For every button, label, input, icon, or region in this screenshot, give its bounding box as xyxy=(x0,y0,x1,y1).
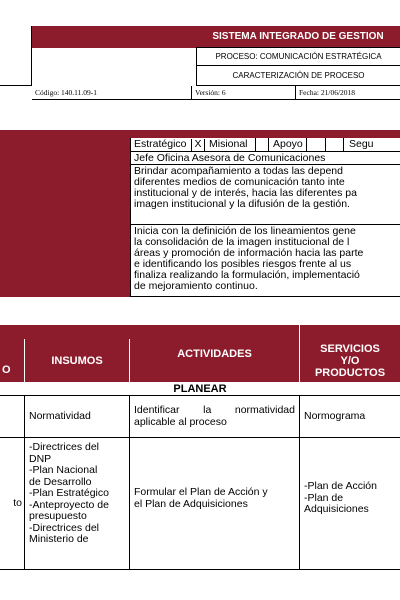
process-type-row xyxy=(130,138,400,152)
type-box xyxy=(255,138,269,152)
left-header-fragment: O xyxy=(2,364,11,376)
insumo-line: de Desarrollo xyxy=(29,475,92,488)
actividad-line: Identificar la normatividad xyxy=(134,404,295,416)
insumo-line: -Plan Nacional xyxy=(29,464,98,476)
servicios-header-line: PRODUCTOS xyxy=(314,366,386,379)
scope-label-cell xyxy=(0,225,130,297)
process-leader: Jefe Oficina Asesora de Comunicaciones xyxy=(130,152,400,165)
row-servicios xyxy=(300,438,400,570)
left-fragment: to xyxy=(13,496,22,509)
phase-row xyxy=(0,382,400,396)
phase-label: PLANEAR xyxy=(173,383,227,395)
row-insumos xyxy=(25,438,130,570)
servicio-line: Adquisiciones xyxy=(304,503,369,516)
insumo-line: -Directrices del xyxy=(29,521,100,534)
scope-line: áreas y promoción de información hacia las parte xyxy=(134,247,364,259)
insumo-line: presupuesto xyxy=(29,510,87,522)
insumo-line: DNP xyxy=(29,452,52,465)
type-seguimiento: Segu xyxy=(349,138,374,150)
doc-code: Código: 140.11.09-1 xyxy=(32,86,192,100)
servicio-line: -Plan de Acción xyxy=(304,480,377,493)
scope-line: finaliza realizando la formulación, implementació xyxy=(134,269,360,281)
insumo-line: Normatividad xyxy=(29,409,91,422)
header-band xyxy=(32,26,196,48)
objective-line: institucional y de interés, hacia las diferentes pa xyxy=(134,187,357,199)
servicios-header-line: Y/O xyxy=(340,354,360,367)
type-label-cell xyxy=(0,138,130,152)
document-type: CARACTERIZACIÓN DE PROCESO xyxy=(196,66,400,86)
type-box-3 xyxy=(343,138,344,152)
objective-line: diferentes medios de comunicación tanto inte xyxy=(134,176,345,188)
doc-version: Versión: 6 xyxy=(192,86,296,100)
scope-line: Inicia con la definición de los lineamientos gene xyxy=(134,225,356,237)
scope-line: la consolidación de la imagen institucional de l xyxy=(134,236,350,248)
actividad-line: el Plan de Adquisiciones xyxy=(134,497,248,510)
table-row-left xyxy=(0,438,25,570)
logo-cell xyxy=(0,26,32,86)
doc-date: Fecha: 21/06/2018 xyxy=(296,86,400,100)
insumo-line: -Plan Estratégico xyxy=(29,487,109,499)
objective-line: Brindar acompañamiento a todas las depend xyxy=(134,165,343,177)
type-estrategico: Estratégico xyxy=(134,138,187,150)
process-line: PROCESO: COMUNICACIÓN ESTRATÉGICA xyxy=(196,48,400,66)
servicios-header xyxy=(300,339,400,382)
table-row-left xyxy=(0,396,25,438)
actividad-line: aplicable al proceso xyxy=(134,415,227,428)
row-actividades xyxy=(130,438,300,570)
servicio-line: -Plan de xyxy=(304,491,344,504)
actividad-line: Formular el Plan de Acción y xyxy=(134,486,268,498)
leader-label-cell xyxy=(0,152,130,165)
process-scope xyxy=(130,225,400,297)
insumos-header: INSUMOS xyxy=(25,339,130,382)
type-mark: X xyxy=(191,139,205,152)
servicio-line: Normograma xyxy=(304,409,366,422)
insumo-line: -Anteproyecto de xyxy=(29,498,109,511)
type-apoyo: Apoyo xyxy=(273,138,303,150)
row-insumos xyxy=(25,396,130,438)
type-misional: Misional xyxy=(209,138,248,150)
left-column-header xyxy=(0,339,25,382)
type-box-2 xyxy=(306,138,326,152)
row-servicios xyxy=(300,396,400,438)
insumo-line: Ministerio de xyxy=(29,533,89,545)
info-top-band xyxy=(0,130,400,138)
servicios-header-line: SERVICIOS xyxy=(320,342,380,355)
insumo-line: -Directrices del xyxy=(29,441,100,453)
process-objective xyxy=(130,165,400,225)
row-actividades xyxy=(130,396,300,438)
objective-label-cell xyxy=(0,165,130,225)
objective-line: imagen institucional y la difusión de la gestión. xyxy=(134,198,350,210)
system-title: SISTEMA INTEGRADO DE GESTION xyxy=(196,26,400,48)
scope-line: de mejoramiento continuo. xyxy=(134,280,258,292)
scope-line: e identificando los posibles riesgos frente al us xyxy=(134,258,352,270)
actividades-header: ACTIVIDADES xyxy=(130,325,300,382)
